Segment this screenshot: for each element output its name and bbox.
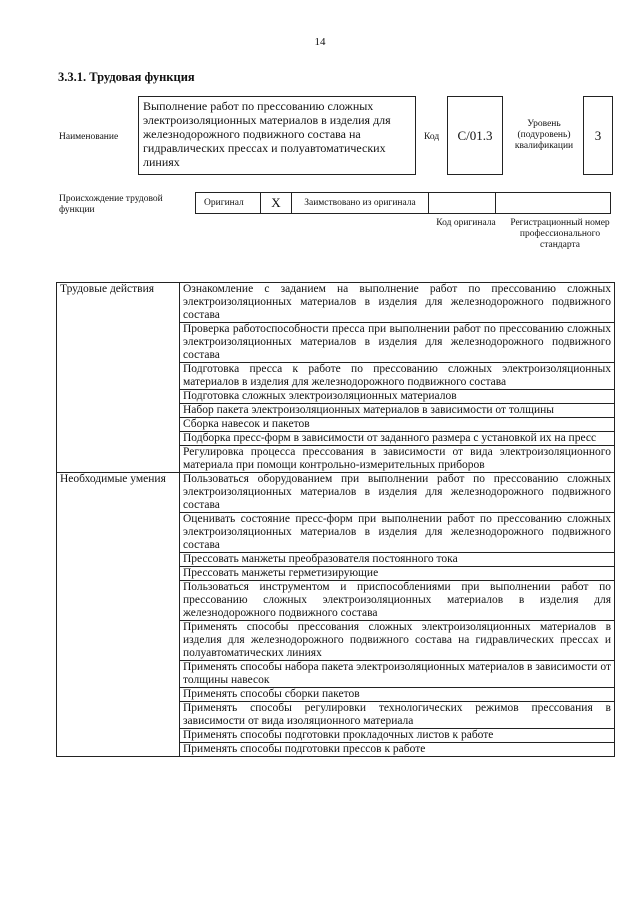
page-number: 14: [314, 36, 326, 48]
section-item: Оценивать состояние пресс-форм при выполнении работ по прессованию сложных электроизоляционных материалов в изделия для железнодорожного подвижного состава: [180, 513, 615, 553]
section-item: Применять способы регулировки технологических режимов прессования в зависимости от вида изоляционного материала: [180, 702, 615, 729]
section-item: Пользоваться инструментом и приспособлениями при выполнении работ по прессованию сложных электроизоляционных материалов в изделия для железнодорожного подвижного состава: [180, 581, 615, 621]
origin-borrowed-label: Заимствовано из оригинала: [291, 192, 429, 214]
section-item: Применять способы подготовки прокладочных листов к работе: [180, 729, 615, 743]
function-code-box: C/01.3: [447, 96, 503, 175]
section-item: Подборка пресс-форм в зависимости от заданного размера с установкой их на пресс: [180, 432, 615, 446]
section-title: 3.3.1. Трудовая функция: [58, 70, 195, 84]
table-row: [57, 283, 615, 323]
table-row: [57, 473, 615, 513]
level-value-box: 3: [583, 96, 613, 175]
section-item: Прессовать манжеты преобразователя постоянного тока: [180, 553, 615, 567]
section-item: Применять способы набора пакета электроизоляционных материалов в зависимости от толщины навесок: [180, 661, 615, 688]
section-item: Применять способы сборки пакетов: [180, 688, 615, 702]
origin-code-cell: [428, 192, 496, 214]
section-item: Подготовка сложных электроизоляционных материалов: [180, 390, 615, 404]
reg-number-label: Регистрационный номер профессионального стандарта: [510, 218, 610, 250]
section-category: Трудовые действия: [57, 283, 180, 473]
section-item: Сборка навесок и пакетов: [180, 418, 615, 432]
section-item: Пользоваться оборудованием при выполнении работ по прессованию сложных электроизоляционных материалов в изделия для железнодорожного подвижного состава: [180, 473, 615, 513]
origin-original-mark: X: [260, 192, 292, 214]
section-item: Подготовка пресса к работе по прессованию сложных электроизоляционных материалов в изделия для железнодорожного подвижного состава: [180, 363, 615, 390]
function-name-box: Выполнение работ по прессованию сложных электроизоляционных материалов в изделия для железнодорожного подвижного состава на гидравлических прессах и полуавтоматических линиях: [138, 96, 416, 175]
level-label: Уровень (подуровень) квалификации: [514, 119, 574, 151]
origin-label: Происхождение трудовой функции: [59, 194, 163, 215]
section-item: Набор пакета электроизоляционных материалов в зависимости от толщины: [180, 404, 615, 418]
origin-reg-number-cell: [495, 192, 611, 214]
section-item: Прессовать манжеты герметизирующие: [180, 567, 615, 581]
section-item: Применять способы прессования сложных электроизоляционных материалов в изделия для железнодорожного подвижного состава на гидравлических прессах и полуавтоматических линиях: [180, 621, 615, 661]
name-label: Наименование: [59, 132, 119, 142]
code-original-label: Код оригинала: [436, 218, 496, 228]
section-item: Применять способы подготовки прессов к работе: [180, 743, 615, 757]
origin-original-label: Оригинал: [195, 192, 261, 214]
functions-table: [56, 282, 615, 757]
section-category: Необходимые умения: [57, 473, 180, 757]
section-item: Проверка работоспособности пресса при выполнении работ по прессованию сложных электроизоляционных материалов в изделия для железнодорожного подвижного состава: [180, 323, 615, 363]
code-label: Код: [424, 132, 440, 142]
origin-row: [196, 192, 614, 214]
section-item: Ознакомление с заданием на выполнение работ по прессованию сложных электроизоляционных материалов в изделия для железнодорожного подвижного состава: [180, 283, 615, 323]
section-item: Регулировка процесса прессования в зависимости от вида электроизоляционного материала при помощи контрольно-измерительных приборов: [180, 446, 615, 473]
